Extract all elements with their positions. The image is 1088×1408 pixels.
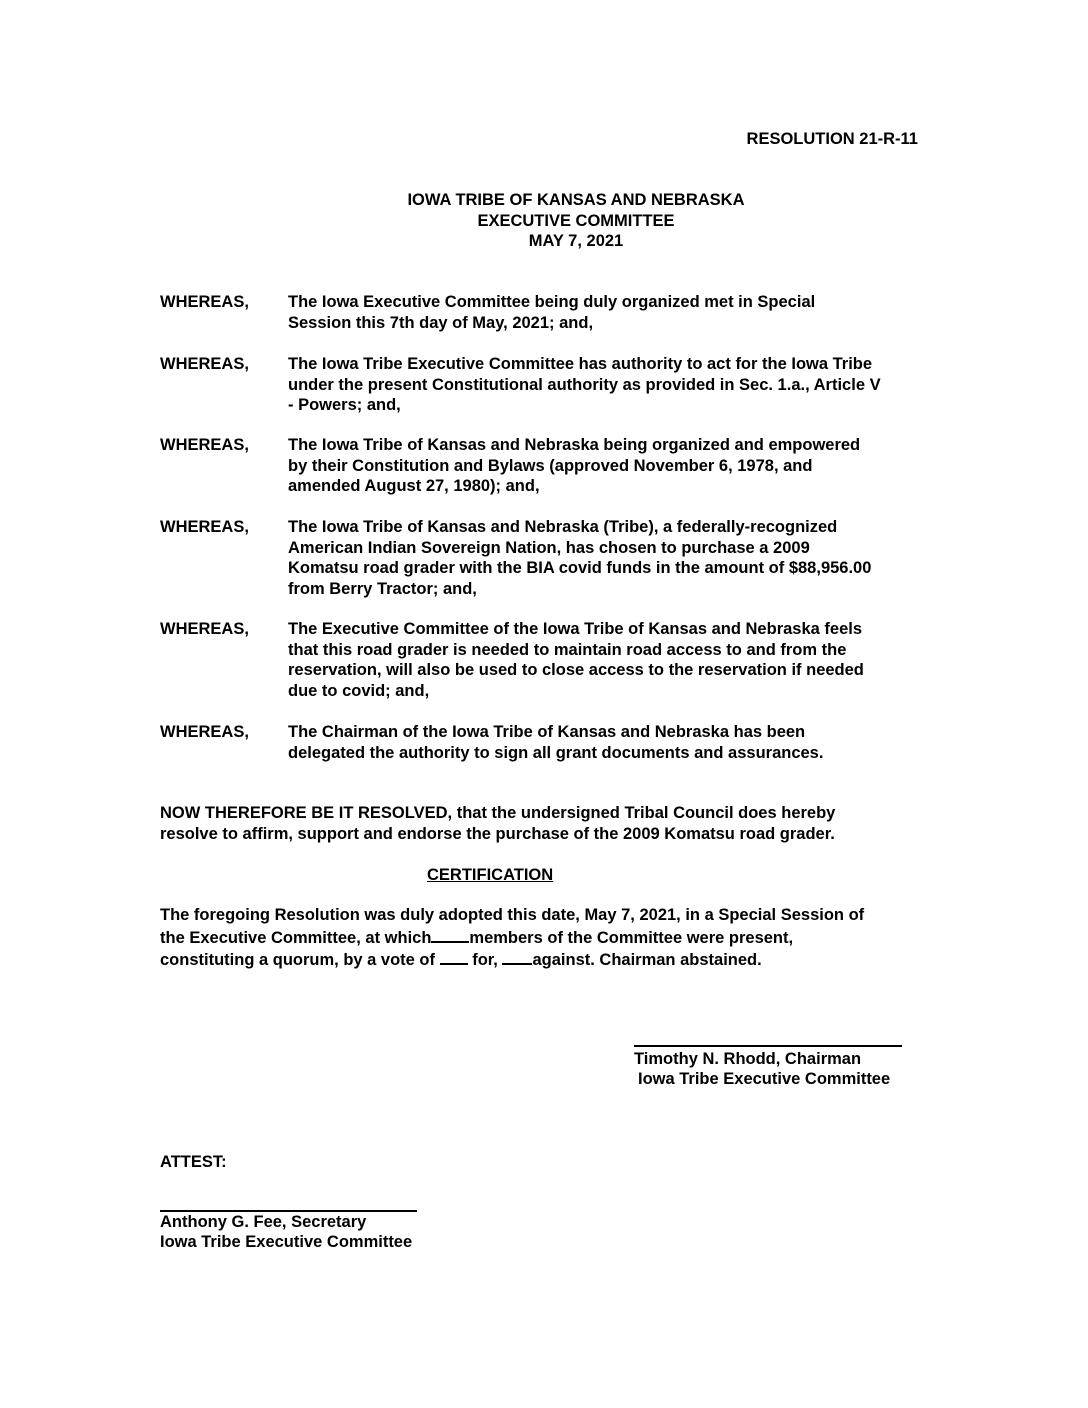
- resolved-line: NOW THEREFORE BE IT RESOLVED, that the undersigned Tribal Council does hereby: [160, 804, 836, 822]
- heading-organization: IOWA TRIBE OF KANSAS AND NEBRASKA: [407, 191, 745, 209]
- whereas-clause: [160, 722, 930, 763]
- whereas-label: WHEREAS,: [160, 293, 249, 311]
- certification-text: constituting a quorum, by a vote of: [160, 951, 436, 969]
- heading-committee: EXECUTIVE COMMITTEE: [477, 211, 675, 230]
- certification-text: for,: [472, 951, 498, 969]
- votes-against-blank[interactable]: [502, 948, 532, 965]
- whereas-text: [288, 354, 930, 416]
- chairman-signature-line[interactable]: [634, 1045, 902, 1047]
- whereas-line: by their Constitution and Bylaws (approved November 6, 1978, and: [288, 456, 813, 475]
- heading-date: MAY 7, 2021: [528, 232, 624, 250]
- whereas-text: [288, 517, 930, 599]
- whereas-line: - Powers; and,: [288, 396, 401, 414]
- document-heading: [160, 190, 992, 252]
- certification-title: CERTIFICATION: [427, 866, 554, 884]
- whereas-line: due to covid; and,: [288, 681, 430, 700]
- members-present-blank[interactable]: [431, 926, 469, 943]
- whereas-label: WHEREAS,: [160, 723, 249, 741]
- whereas-clause: [160, 292, 930, 333]
- certification-line: [160, 926, 940, 949]
- whereas-line: delegated the authority to sign all grant documents and assurances.: [288, 743, 824, 762]
- whereas-clause: [160, 517, 930, 599]
- resolution-number: RESOLUTION 21-R-11: [746, 130, 918, 148]
- whereas-clause: [160, 435, 930, 497]
- whereas-line: The Executive Committee of the Iowa Tribe of Kansas and Nebraska feels: [288, 620, 863, 638]
- whereas-line: under the present Constitutional authority as provided in Sec. 1.a., Article V: [288, 375, 881, 394]
- whereas-line: from Berry Tractor; and,: [288, 579, 477, 598]
- whereas-text: [288, 292, 930, 333]
- resolved-line: resolve to affirm, support and endorse the purchase of the 2009 Komatsu road grader.: [160, 824, 835, 843]
- votes-for-blank[interactable]: [440, 948, 468, 965]
- whereas-clause: [160, 619, 930, 701]
- certification-line: The foregoing Resolution was duly adopted this date, May 7, 2021, in a Special Session of: [160, 906, 865, 924]
- whereas-line: amended August 27, 1980); and,: [288, 477, 540, 495]
- whereas-line: The Iowa Executive Committee being duly organized met in Special: [288, 293, 816, 311]
- whereas-line: The Iowa Tribe of Kansas and Nebraska (Tribe), a federally-recognized: [288, 518, 838, 536]
- whereas-label: WHEREAS,: [160, 436, 249, 454]
- whereas-line: Komatsu road grader with the BIA covid funds in the amount of $88,956.00: [288, 559, 872, 577]
- certification-text: against. Chairman abstained.: [532, 951, 762, 969]
- whereas-label: WHEREAS,: [160, 620, 249, 638]
- secretary-name: Anthony G. Fee, Secretary: [160, 1213, 367, 1231]
- certification-line: [160, 948, 940, 971]
- certification-text: the Executive Committee, at which: [160, 928, 432, 947]
- attest-label: ATTEST:: [160, 1153, 227, 1171]
- whereas-line: The Iowa Tribe of Kansas and Nebraska being organized and empowered: [288, 436, 861, 454]
- chairman-name: Timothy N. Rhodd, Chairman: [634, 1050, 862, 1068]
- whereas-line: The Chairman of the Iowa Tribe of Kansas and Nebraska has been: [288, 723, 806, 741]
- whereas-line: American Indian Sovereign Nation, has chosen to purchase a 2009: [288, 538, 810, 557]
- whereas-clause: [160, 354, 930, 416]
- chairman-title: Iowa Tribe Executive Committee: [638, 1070, 891, 1088]
- whereas-line: Session this 7th day of May, 2021; and,: [288, 313, 594, 332]
- certification-paragraph: [160, 905, 940, 971]
- whereas-line: that this road grader is needed to maintain road access to and from the: [288, 640, 847, 659]
- whereas-text: [288, 722, 930, 763]
- whereas-text: [288, 619, 930, 701]
- resolved-paragraph: [160, 803, 930, 844]
- whereas-line: reservation, will also be used to close access to the reservation if needed: [288, 661, 864, 679]
- whereas-label: WHEREAS,: [160, 355, 249, 373]
- certification-text: members of the Committee were present,: [469, 928, 794, 947]
- whereas-label: WHEREAS,: [160, 518, 249, 536]
- secretary-title: Iowa Tribe Executive Committee: [160, 1233, 413, 1251]
- whereas-line: The Iowa Tribe Executive Committee has authority to act for the Iowa Tribe: [288, 355, 873, 373]
- whereas-text: [288, 435, 930, 497]
